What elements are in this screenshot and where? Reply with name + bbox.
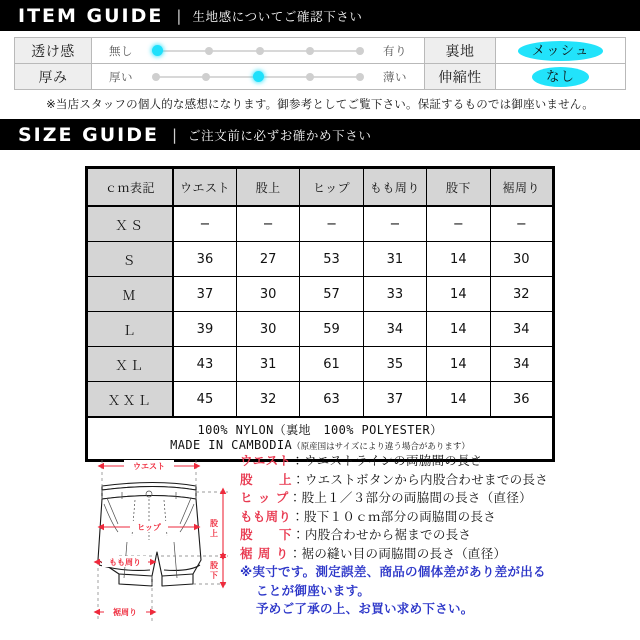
legend-desc-rise: ：ウエストボタンから内股合わせまでの長さ bbox=[292, 471, 549, 487]
lining-value-cell bbox=[496, 38, 626, 64]
table-row bbox=[87, 312, 554, 347]
cell-waist: 37 bbox=[173, 277, 236, 312]
thickness-label: 厚み bbox=[15, 64, 92, 90]
legend-desc-hip: ：股上１／３部分の両脇間の長さ（直径） bbox=[288, 490, 532, 505]
col-header-rise: 股上 bbox=[236, 168, 299, 207]
stretch-value-badge: なし bbox=[532, 67, 589, 87]
stretch-label: 伸縮性 bbox=[425, 64, 496, 90]
legend-item-hem bbox=[240, 545, 636, 564]
cell-hip: 59 bbox=[300, 312, 363, 347]
row-size-label: Ｓ bbox=[87, 242, 174, 277]
item-guide-header bbox=[0, 0, 640, 31]
legend-term-inseam: 股 下 bbox=[240, 527, 293, 542]
item-guide-row-sheerness bbox=[15, 38, 626, 64]
col-header-waist: ウエスト bbox=[173, 168, 236, 207]
measurement-legend bbox=[240, 452, 636, 619]
col-header-inseam: 股下 bbox=[427, 168, 490, 207]
cell-waist: 36 bbox=[173, 242, 236, 277]
size-table-header-row bbox=[87, 168, 554, 207]
size-guide-separator: | bbox=[171, 125, 178, 144]
thickness-scale-cell bbox=[92, 64, 425, 90]
cell-thigh: 33 bbox=[363, 277, 426, 312]
diagram-label-hem: 裾周り bbox=[113, 608, 137, 617]
legend-desc-thigh: ：股下１０ｃｍ部分の両脇間の長さ bbox=[291, 508, 497, 524]
sheerness-left-end: 無し bbox=[109, 43, 133, 58]
diagram-label-rise: 股 bbox=[210, 519, 218, 528]
col-header-hip: ヒップ bbox=[300, 168, 363, 207]
slider-dot-3[interactable] bbox=[253, 71, 264, 82]
sheerness-slider[interactable] bbox=[152, 44, 364, 58]
legend-term-rise: 股 上 bbox=[240, 471, 293, 487]
sheerness-right-end: 有り bbox=[383, 43, 407, 58]
slider-dot-1[interactable] bbox=[152, 73, 160, 81]
size-table bbox=[85, 166, 555, 462]
cell-waist: 43 bbox=[173, 347, 236, 382]
cell-inseam: 14 bbox=[427, 277, 490, 312]
slider-dot-5[interactable] bbox=[356, 73, 364, 81]
measurement-guide-section bbox=[0, 448, 640, 640]
col-header-thigh: もも周り bbox=[363, 168, 426, 207]
cell-hem: 30 bbox=[490, 242, 553, 277]
col-header-hem: 裾周り bbox=[490, 168, 553, 207]
legend-item-hip bbox=[240, 489, 636, 508]
material-origin-note: （原産国はサイズにより違う場合があります） bbox=[292, 442, 470, 452]
item-guide-disclaimer: ※当店スタッフの個人的な感想になります。御参考としてご覧下さい。保証するものでは御座いません。 bbox=[46, 97, 594, 111]
cell-thigh: 31 bbox=[363, 242, 426, 277]
slider-dot-2[interactable] bbox=[205, 47, 213, 55]
cell-hip: 57 bbox=[300, 277, 363, 312]
table-row bbox=[87, 277, 554, 312]
cell-hip: 63 bbox=[300, 382, 363, 418]
stretch-value-cell bbox=[496, 64, 626, 90]
slider-dot-4[interactable] bbox=[306, 73, 314, 81]
size-table-wrap bbox=[0, 150, 640, 462]
table-row bbox=[87, 206, 554, 242]
row-size-label: Ｍ bbox=[87, 277, 174, 312]
size-guide-title: SIZE GUIDE bbox=[18, 123, 159, 146]
legend-term-waist: ウエスト bbox=[240, 453, 292, 468]
legend-term-hip: ヒ ッ プ bbox=[240, 490, 289, 505]
lining-value-badge: メッシュ bbox=[518, 41, 604, 61]
cell-hem: 34 bbox=[490, 312, 553, 347]
cell-rise: 30 bbox=[236, 277, 299, 312]
legend-item-inseam bbox=[240, 526, 636, 545]
cell-thigh: 37 bbox=[363, 382, 426, 418]
cell-waist: 39 bbox=[173, 312, 236, 347]
diagram-label-waist: ウエスト bbox=[133, 462, 165, 471]
cell-thigh: − bbox=[363, 206, 426, 242]
diagram-label-hip: ヒップ bbox=[137, 523, 161, 532]
item-guide-title: ITEM GUIDE bbox=[18, 4, 164, 27]
cell-thigh: 35 bbox=[363, 347, 426, 382]
svg-text:下: 下 bbox=[210, 571, 218, 580]
thickness-left-end: 厚い bbox=[109, 69, 133, 84]
table-row bbox=[87, 242, 554, 277]
thickness-right-end: 薄い bbox=[383, 69, 407, 84]
item-guide-row-thickness bbox=[15, 64, 626, 90]
cell-hip: 53 bbox=[300, 242, 363, 277]
cell-hem: − bbox=[490, 206, 553, 242]
cell-waist: − bbox=[173, 206, 236, 242]
size-guide-header bbox=[0, 119, 640, 150]
table-row bbox=[87, 347, 554, 382]
cell-hem: 32 bbox=[490, 277, 553, 312]
cell-hip: − bbox=[300, 206, 363, 242]
diagram-label-inseam: 股 bbox=[210, 561, 218, 570]
svg-text:上: 上 bbox=[210, 529, 218, 538]
cell-hip: 61 bbox=[300, 347, 363, 382]
size-guide-subtitle: ご注文前に必ずお確かめ下さい bbox=[188, 127, 372, 143]
table-row bbox=[87, 382, 554, 418]
slider-dot-3[interactable] bbox=[256, 47, 264, 55]
col-header-size: ｃｍ表記 bbox=[87, 168, 174, 207]
legend-term-hem: 裾 周 り bbox=[240, 545, 289, 561]
cell-rise: 32 bbox=[236, 382, 299, 418]
cell-hem: 36 bbox=[490, 382, 553, 418]
cell-thigh: 34 bbox=[363, 312, 426, 347]
cell-rise: 27 bbox=[236, 242, 299, 277]
legend-note-1: ※実寸です。測定誤差、商品の個体差があり差が出る bbox=[240, 564, 546, 579]
slider-dot-4[interactable] bbox=[306, 47, 314, 55]
item-guide-separator: | bbox=[176, 6, 182, 25]
material-origin: MADE IN CAMBODIA bbox=[170, 438, 293, 452]
cell-hem: 34 bbox=[490, 347, 553, 382]
row-size-label: ＸＸＬ bbox=[87, 382, 174, 418]
item-guide-table bbox=[14, 37, 626, 90]
legend-desc-hem: ：裾の縫い目の両脇間の長さ（直径） bbox=[288, 545, 507, 561]
cell-rise: 31 bbox=[236, 347, 299, 382]
row-size-label: ＸＬ bbox=[87, 347, 174, 382]
cell-inseam: 14 bbox=[427, 347, 490, 382]
row-size-label: ＸＳ bbox=[87, 206, 174, 242]
material-line-1: 100% NYLON（裏地 100% POLYESTER） bbox=[197, 423, 443, 437]
slider-dot-5[interactable] bbox=[356, 47, 364, 55]
cell-rise: 30 bbox=[236, 312, 299, 347]
sheerness-label: 透け感 bbox=[15, 38, 92, 64]
sheerness-scale-cell bbox=[92, 38, 425, 64]
cell-inseam: 14 bbox=[427, 382, 490, 418]
legend-term-thigh: もも周り bbox=[240, 508, 292, 524]
cell-waist: 45 bbox=[173, 382, 236, 418]
slider-dot-1[interactable] bbox=[152, 45, 163, 56]
lining-label: 裏地 bbox=[425, 38, 496, 64]
thickness-slider[interactable] bbox=[152, 70, 364, 84]
diagram-label-thigh: もも周り bbox=[109, 558, 141, 567]
shorts-diagram bbox=[78, 452, 236, 632]
row-size-label: Ｌ bbox=[87, 312, 174, 347]
legend-item-waist bbox=[240, 452, 636, 471]
cell-inseam: − bbox=[427, 206, 490, 242]
cell-inseam: 14 bbox=[427, 242, 490, 277]
legend-desc-waist: ：ウエストラインの両脇間の長さ bbox=[291, 453, 483, 468]
item-guide-table-wrap bbox=[0, 31, 640, 90]
legend-note-3: 予めご了承の上、お買い求め下さい。 bbox=[256, 601, 474, 616]
slider-dot-2[interactable] bbox=[202, 73, 210, 81]
legend-item-thigh bbox=[240, 508, 636, 527]
legend-item-rise bbox=[240, 471, 636, 490]
cell-inseam: 14 bbox=[427, 312, 490, 347]
legend-desc-inseam: ：内股合わせから裾までの長さ bbox=[292, 527, 472, 542]
legend-note-2: ことが御座います。 bbox=[256, 582, 371, 598]
cell-rise: − bbox=[236, 206, 299, 242]
item-guide-subtitle: 生地感についてご確認下さい bbox=[192, 8, 363, 24]
